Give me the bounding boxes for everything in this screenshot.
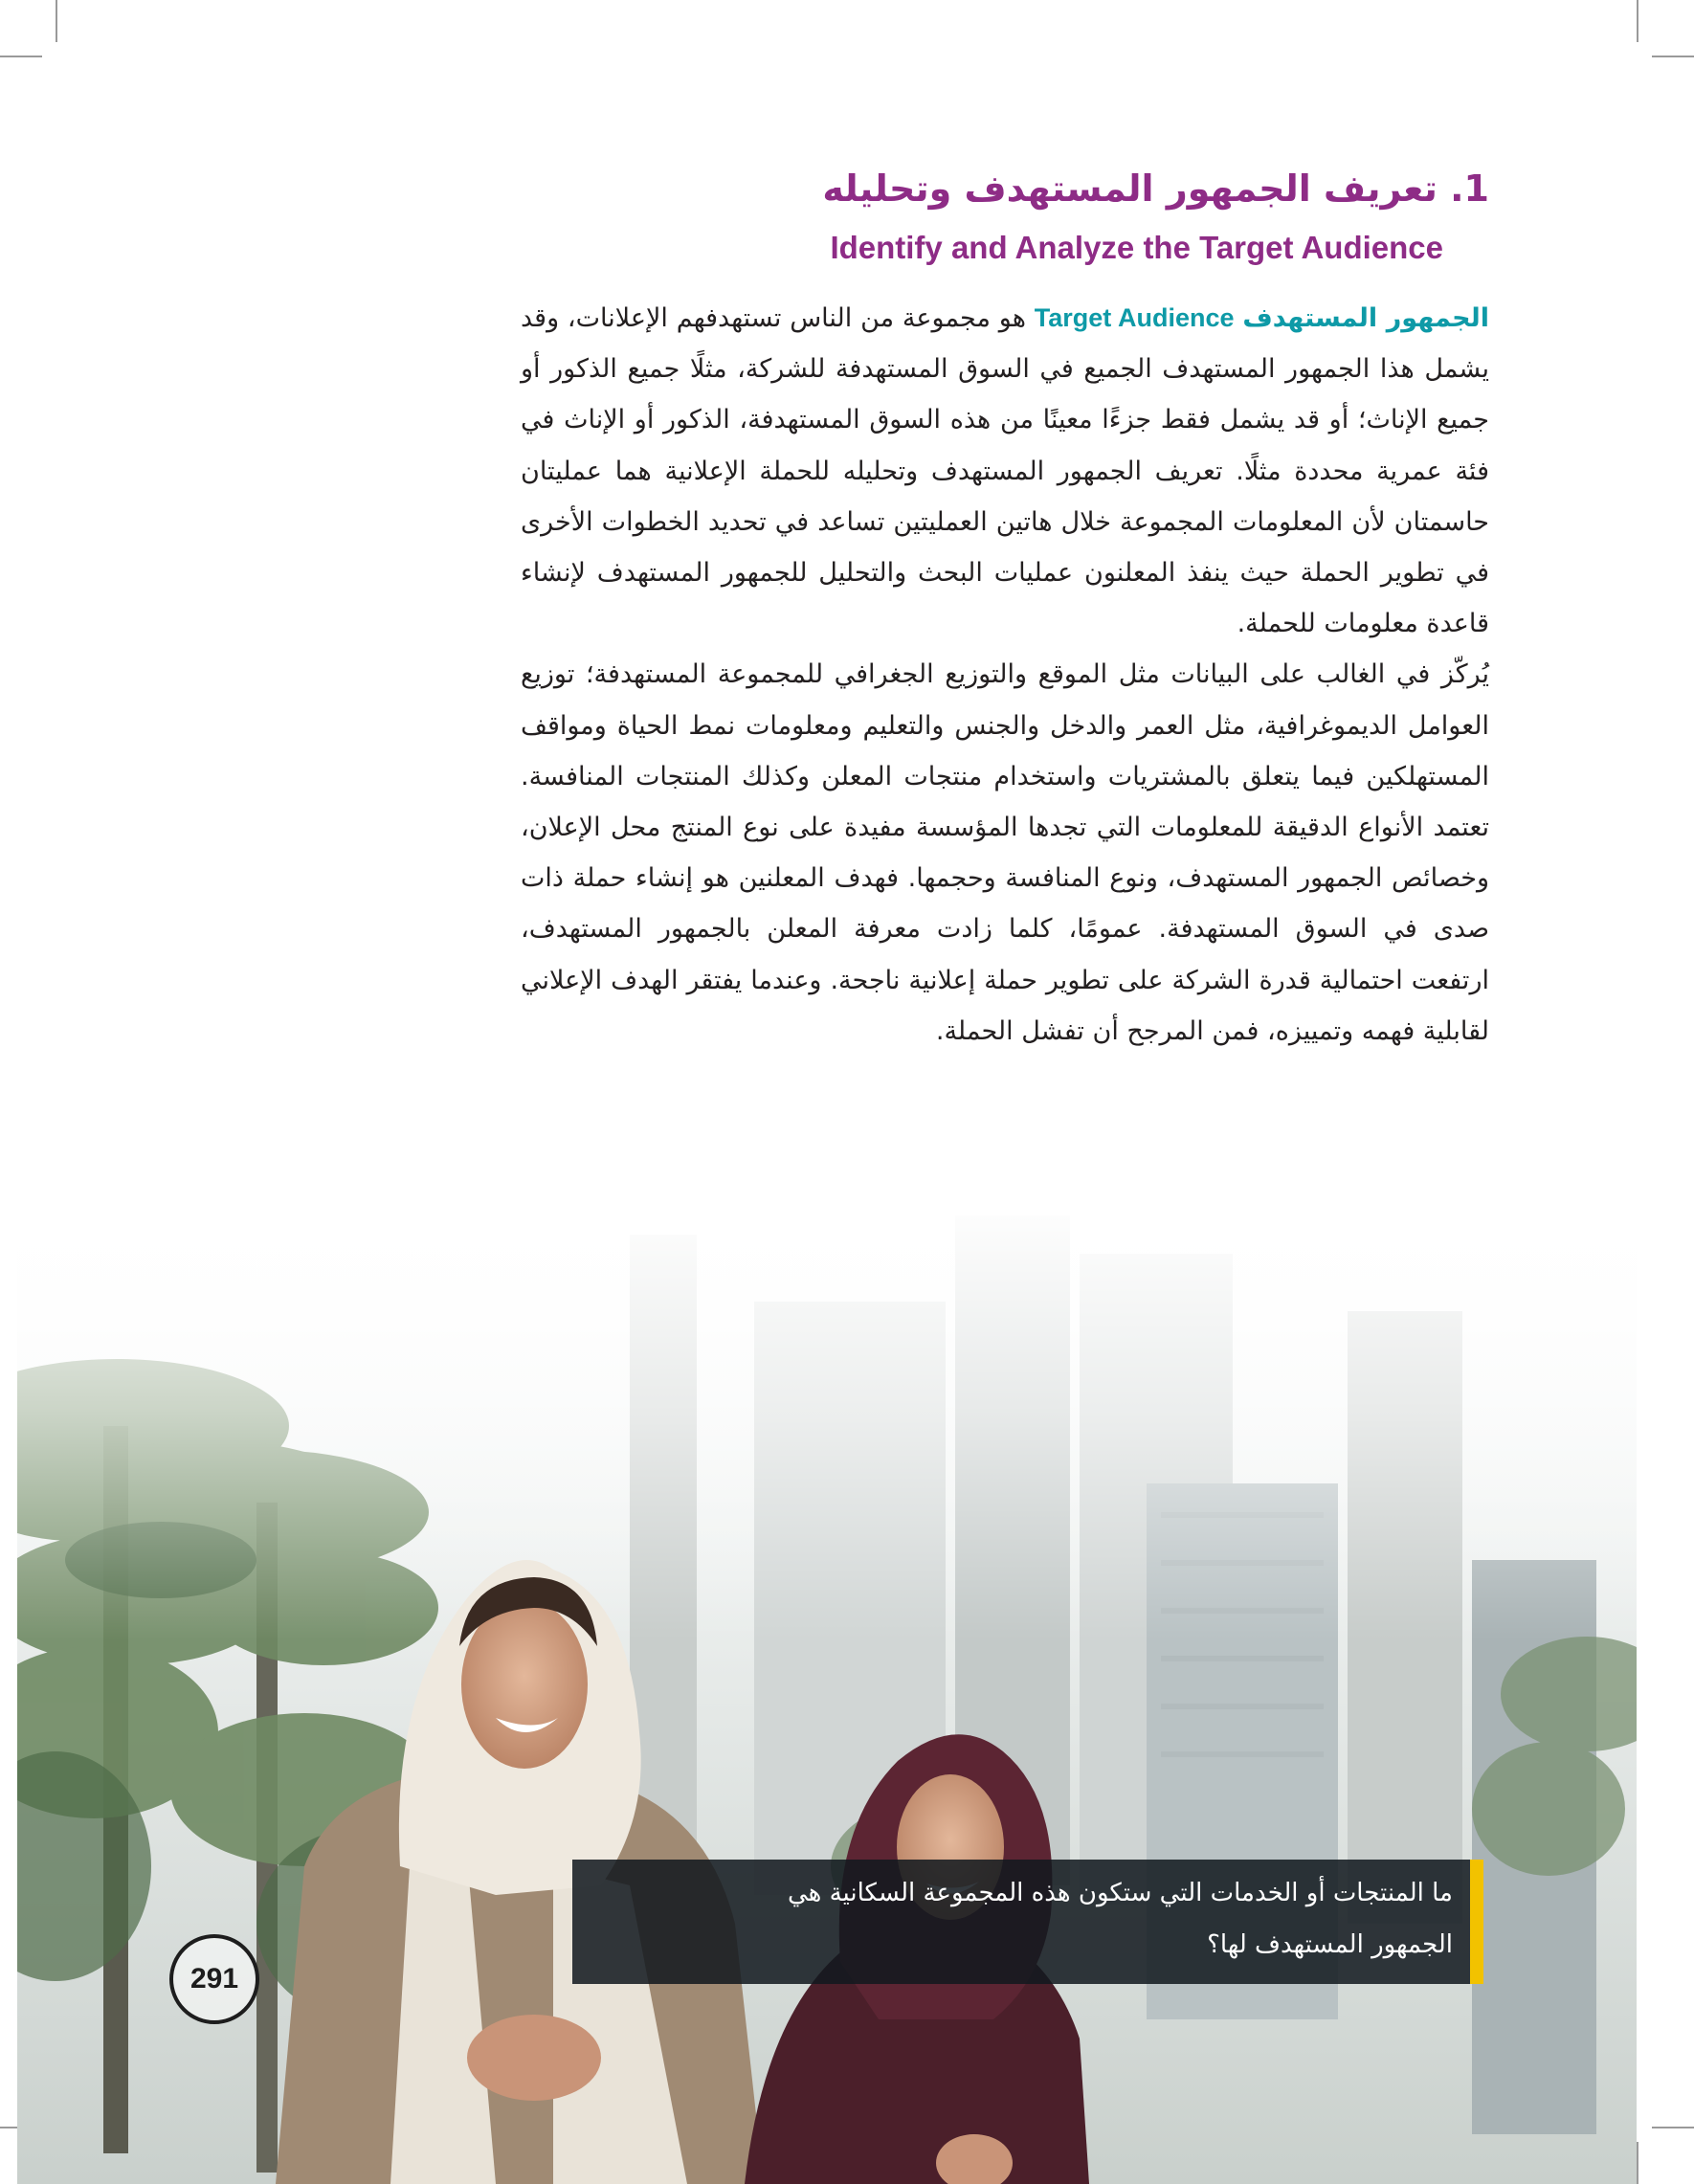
section-heading-arabic: 1. تعريف الجمهور المستهدف وتحليله bbox=[822, 167, 1489, 210]
paragraph-definition-text: هو مجموعة من الناس تستهدفهم الإعلانات، وقد يشمل هذا الجمهور المستهدف الجميع في السوق المستهدفة للشركة، مثلًا جميع الذكور أو جميع الإناث؛ أو قد يشمل فقط جزءًا معينًا من هذه السوق المستهدفة، الذكور أو الإناث في فئة عمرية محددة مثلًا. تعريف الجمهور المستهدف وتحليله للحملة الإعلانية هما عمليتان حاسمتان لأن المعلومات المجموعة خلال هاتين العمليتين تساعد في تحديد الخطوات الأخرى في تطوير الحملة حيث ينفذ المعلنون عمليات البحث والتحليل للجمهور المستهدف لإنشاء قاعدة معلومات للحملة. bbox=[521, 303, 1489, 639]
crop-mark-bottom-right-h bbox=[1652, 2127, 1694, 2128]
paragraph-definition bbox=[521, 293, 1489, 649]
page-number: 291 bbox=[169, 1934, 259, 2024]
section-heading-english: Identify and Analyze the Target Audience bbox=[830, 230, 1443, 265]
crop-mark-top-left-v bbox=[56, 0, 57, 42]
question-line-1: ما المنتجات أو الخدمات التي ستكون هذه المجموعة السكانية هي bbox=[787, 1879, 1453, 1907]
term-english: Target Audience bbox=[1034, 303, 1235, 332]
discussion-question-box bbox=[572, 1860, 1483, 1984]
crop-mark-top-right-v bbox=[1637, 0, 1638, 42]
term-arabic: الجمهور المستهدف bbox=[1242, 303, 1489, 333]
photo-two-women-city bbox=[17, 1196, 1637, 2184]
crop-mark-top-right-h bbox=[1652, 56, 1694, 57]
paragraph-data-focus: يُركّز في الغالب على البيانات مثل الموقع والتوزيع الجغرافي للمجموعة المستهدفة؛ توزيع العوامل الديموغرافية، مثل العمر والدخل والجنس والتعليم ومعلومات نمط الحياة ومواقف المستهلكين فيما يتعلق بالمشتريات واستخدام منتجات المعلن وكذلك المنتجات المنافسة. تعتمد الأنواع الدقيقة للمعلومات التي تجدها المؤسسة مفيدة على نوع المنتج محل الإعلان، وخصائص الجمهور المستهدف، ونوع المنافسة وحجمها. فهدف المعلنين هو إنشاء حملة ذات صدى في السوق المستهدفة. عمومًا، كلما زادت معرفة المعلن بالجمهور المستهدف، ارتفعت احتمالية قدرة الشركة على تطوير حملة إعلانية ناجحة. وعندما يفتقر الهدف الإعلاني لقابلية فهمه وتمييزه، فمن المرجح أن تفشل الحملة. bbox=[521, 659, 1489, 1046]
crop-mark-bottom-right-v bbox=[1637, 2142, 1638, 2184]
crop-mark-top-left-h bbox=[0, 56, 42, 57]
question-line-2: الجمهور المستهدف لها؟ bbox=[1207, 1930, 1453, 1959]
photo-illustration bbox=[17, 1196, 1637, 2184]
body-text bbox=[521, 293, 1489, 1057]
